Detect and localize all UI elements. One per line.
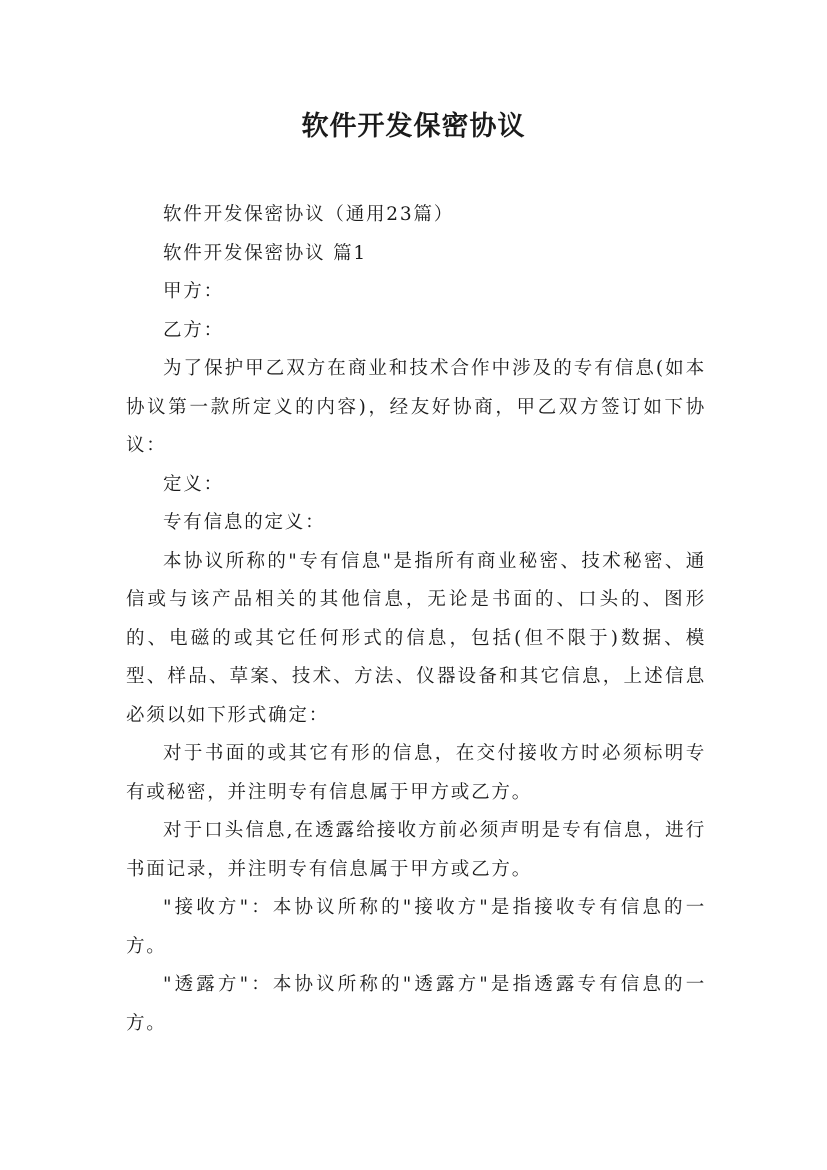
paragraph-preamble: 为了保护甲乙双方在商业和技术合作中涉及的专有信息(如本协议第一款所定义的内容)，经友好协商，甲乙双方签订如下协议：: [126, 358, 706, 456]
paragraph-party-b: 乙方：: [163, 319, 224, 341]
paragraph-proprietary-definition: 本协议所称的"专有信息"是指所有商业秘密、技术秘密、通信或与该产品相关的其他信息，无论是书面的、口头的、图形的、电磁的或其它任何形式的信息，包括(但不限于)数据、模型、样品、草案、技术、方法、仪器设备和其它信息，上述信息必须以如下形式确定：: [126, 550, 706, 726]
paragraph-oral-info: 对于口头信息,在透露给接收方前必须声明是专有信息，进行书面记录，并注明专有信息属于甲方或乙方。: [126, 820, 706, 880]
paragraph-section-heading: 软件开发保密协议 篇1: [163, 242, 367, 264]
paragraph-disclosing-party: "透露方"：本协议所称的"透露方"是指透露专有信息的一方。: [126, 974, 706, 1034]
paragraph-written-info: 对于书面的或其它有形的信息，在交付接收方时必须标明专有或秘密，并注明专有信息属于甲方或乙方。: [126, 743, 706, 803]
paragraph-proprietary-definition-heading: 专有信息的定义：: [163, 512, 326, 533]
document-body: [126, 196, 706, 1043]
paragraph-definitions-heading: 定义：: [163, 473, 224, 495]
paragraph-subtitle: 软件开发保密协议（通用23篇）: [163, 204, 455, 225]
document-title: 软件开发保密协议: [301, 111, 526, 142]
paragraph-receiving-party: "接收方"：本协议所称的"接收方"是指接收专有信息的一方。: [126, 897, 706, 957]
paragraph-party-a: 甲方：: [163, 281, 224, 302]
